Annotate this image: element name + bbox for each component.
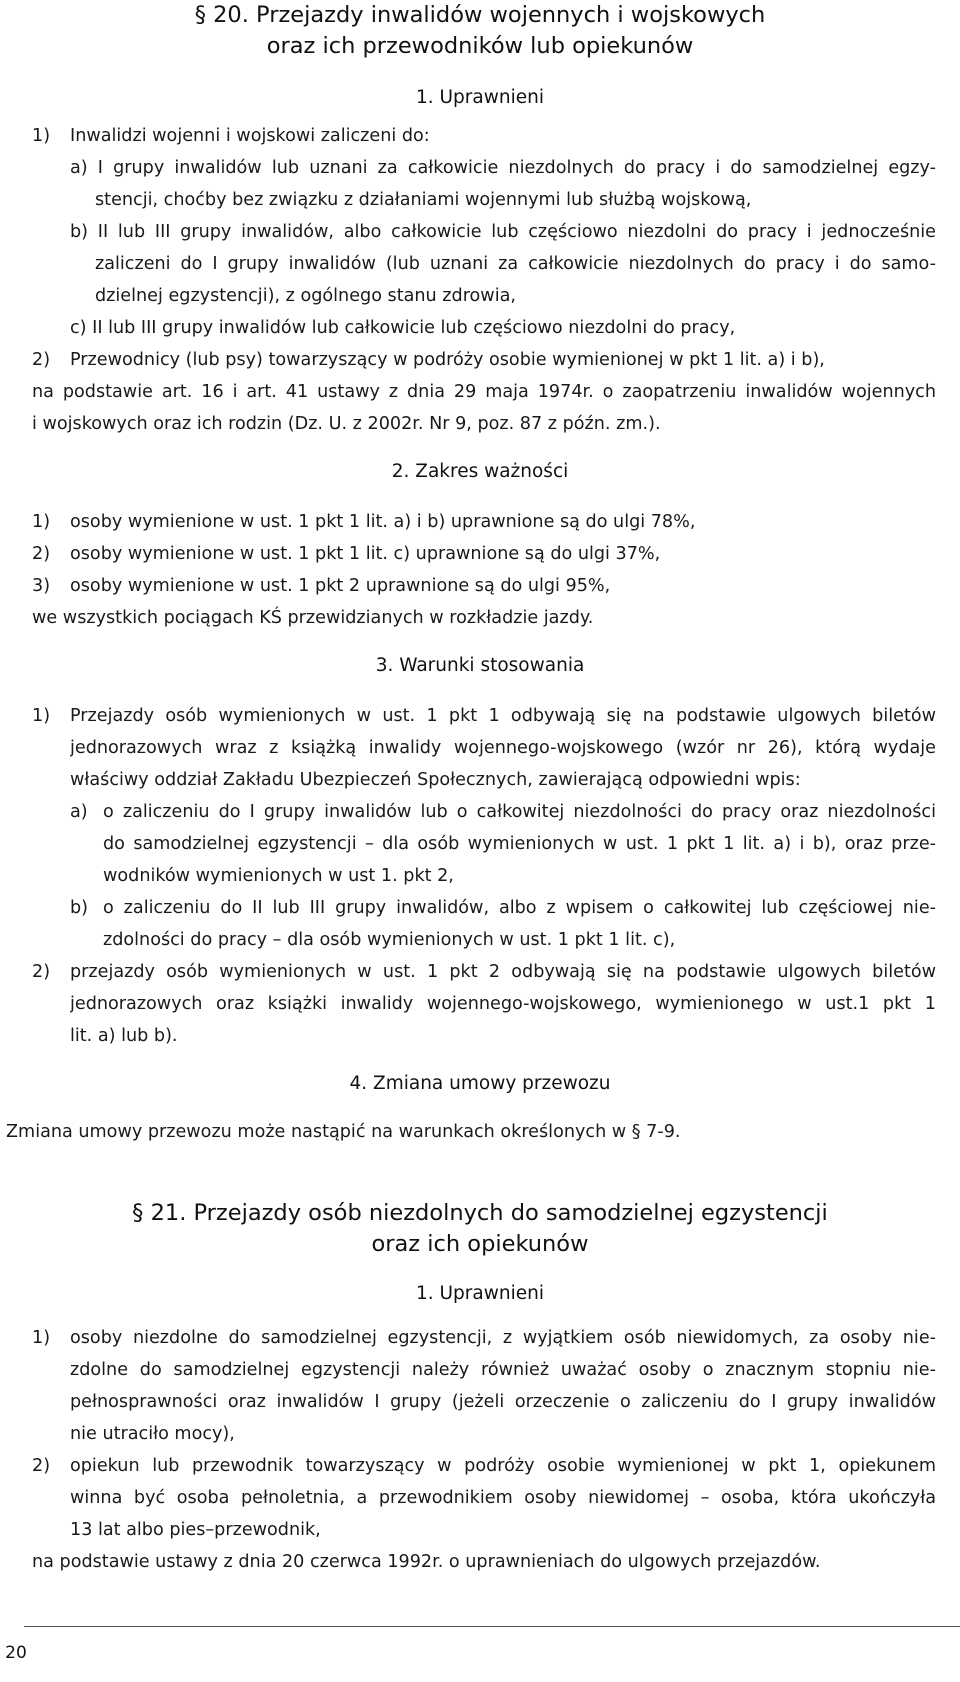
list-item-continuation: jednorazowych wraz z książką inwalidy wojennego-wojskowego (wzór nr 26), którą wydaje xyxy=(70,738,936,758)
sub-list-item-continuation: wodników wymienionych w ust 1. pkt 2, xyxy=(103,866,454,886)
page-number: 20 xyxy=(5,1643,27,1663)
list-item-continuation: stencji, choćby bez związku z działaniami wojennymi lub służbą wojskową, xyxy=(95,190,752,210)
legal-basis: na podstawie art. 16 i art. 41 ustawy z dnia 29 maja 1974r. o zaopatrzeniu inwalidów wojennych xyxy=(32,382,936,402)
list-item-continuation: właściwy oddział Zakładu Ubezpieczeń Społecznych, zawierającą odpowiedni wpis: xyxy=(70,770,801,790)
list-item: a) I grupy inwalidów lub uznani za całkowicie niezdolnych do pracy i do samodzielnej egzy- xyxy=(70,158,936,178)
list-item: b) II lub III grupy inwalidów, albo całkowicie lub częściowo niezdolni do pracy i jednocześnie xyxy=(70,222,936,242)
list-item-continuation: 13 lat albo pies–przewodnik, xyxy=(70,1520,321,1540)
sub-list-item-continuation: do samodzielnej egzystencji – dla osób wymienionych w ust. 1 pkt 1 lit. a) i b), oraz prze- xyxy=(103,834,936,854)
list-item: c) II lub III grupy inwalidów lub całkowicie lub częściowo niezdolni do pracy, xyxy=(70,318,736,338)
paragraph: Zmiana umowy przewozu może nastąpić na warunkach określonych w § 7-9. xyxy=(6,1122,681,1142)
legal-basis: i wojskowych oraz ich rodzin (Dz. U. z 2002r. Nr 9, poz. 87 z późn. zm.). xyxy=(32,414,661,434)
list-item-continuation: pełnosprawności oraz inwalidów I grupy (jeżeli orzeczenie o zaliczeniu do I grupy inwalidów xyxy=(70,1392,936,1412)
list-item-continuation: zaliczeni do I grupy inwalidów (lub uznani za całkowicie niezdolnych do pracy i do samo- xyxy=(95,254,936,274)
section-20-title: § 20. Przejazdy inwalidów wojennych i wojskowych oraz ich przewodników lub opiekunów xyxy=(194,2,766,59)
list-item-continuation: dzielnej egzystencji), z ogólnego stanu zdrowia, xyxy=(95,286,516,306)
list-item-continuation: zdolne do samodzielnej egzystencji należy również uważać osoby o znacznym stopniu nie- xyxy=(70,1360,936,1380)
subsection-zmiana: 4. Zmiana umowy przewozu xyxy=(349,1073,611,1094)
list-item-continuation: jednorazowych oraz książki inwalidy wojennego-wojskowego, wymienionego w ust.1 pkt 1 xyxy=(70,994,936,1014)
list-item-continuation: winna być osoba pełnoletnia, a przewodnikiem osoby niewidomej – osoba, która ukończyła xyxy=(70,1488,936,1508)
list-item-continuation: lit. a) lub b). xyxy=(70,1026,178,1046)
sub-list-item-continuation: zdolności do pracy – dla osób wymienionych w ust. 1 pkt 1 lit. c), xyxy=(103,930,676,950)
subsection-uprawnieni: 1. Uprawnieni xyxy=(415,1283,544,1304)
subsection-uprawnieni: 1. Uprawnieni xyxy=(415,87,544,108)
subsection-warunki: 3. Warunki stosowania xyxy=(375,655,585,676)
document-page: § 20. Przejazdy inwalidów wojennych i wojskowych oraz ich przewodników lub opiekunów 1. Uprawnieni 1) Inwalidzi wojenni i wojskowi zaliczeni do: a) I grupy inwalidów lub uznani za całkowicie niezdolnych do pracy i do samodzielnej egzy- stencji, choćby bez związku z działaniami wojennymi lub służbą wojskową, b) II lub III grupy inwalidów, albo całkowicie lub częściowo niezdolni do pracy i jednocześnie zaliczeni do I grupy inwalidów (lub uznani za całkowicie niezdolnych do pracy i do samo- dzielnej egzystencji), z ogólnego stanu zdrowia, c) II lub III grupy inwalidów lub całkowicie lub częściowo niezdolni do pracy, 2) Przewodnicy (lub psy) towarzyszący w podróży osobie wymienionej w pkt 1 lit. a) i b), na podstawie art. 16 i art. 41 ustawy z dnia 29 maja 1974r. o zaopatrzeniu inwalidów wojennych i wojskowych oraz ich rodzin (Dz. U. z 2002r. Nr 9, poz. 87 z późn. zm.). 2. Zakres ważności 1) osoby wymienione w ust. 1 pkt 1 lit. a) i b) uprawnione są do ulgi 78%, 2) osoby wymienione w ust. 1 pkt 1 lit. c) uprawnione są do ulgi 37%, 3) osoby wymienione w ust. 1 pkt 2 uprawnione są do ulgi 95%, we wszystkich pociągach KŚ przewidzianych w rozkładzie jazdy. 3. Warunki stosowania 1) Przejazdy osób wymienionych w ust. 1 pkt 1 odbywają się na podstawie ulgowych biletów jednorazowych wraz z książką inwalidy wojennego-wojskowego (wzór nr 26), którą wydaje właściwy oddział Zakładu Ubezpieczeń Społecznych, zawierającą odpowiedni wpis: a) o zaliczeniu do I grupy inwalidów lub o całkowitej niezdolności do pracy oraz niezdolności do samodzielnej egzystencji – dla osób wymienionych w ust. 1 pkt 1 lit. a) i b), oraz prze- wodników wymienionych w ust 1. pkt 2, b) o zaliczeniu do II lub III grupy inwalidów, albo z wpisem o całkowitej lub częściowej nie- zdolności do pracy – dla osób wymienionych w ust. 1 pkt 1 lit. c), 2) przejazdy osób wymienionych w ust. 1 pkt 2 odbywają się na podstawie ulgowych biletów jednorazowych oraz książki inwalidy wojennego-wojskowego, wymienionego w ust.1 pkt 1 lit. a) lub b). 4. Zmiana umowy przewozu Zmiana umowy przewozu może nastąpić na warunkach określonych w § 7-9. § 21. Przejazdy osób niezdolnych do samodzielnej egzystencji oraz ich opiekunów 1. Uprawnieni 1) osoby niezdolne do samodzielnej egzystencji, z wyjątkiem osób niewidomych, za osoby nie- zdolne do samodzielnej egzystencji należy również uważać osoby o znacznym stopniu nie- pełnosprawności oraz inwalidów I grupy (jeżeli orzeczenie o zaliczeniu do I grupy inwalidów nie utraciło mocy), 2) opiekun lub przewodnik towarzyszący w podróży osobie wymienionej w pkt 1, opiekunem winna być osoba pełnoletnia, a przewodnikiem osoby niewidomej – osoba, która ukończyła 13 lat albo pies–przewodnik, na podstawie ustawy z dnia 20 czerwca 1992r. o uprawnieniach do ulgowych przejazdów. 20 xyxy=(0,0,960,1682)
scope-note: we wszystkich pociągach KŚ przewidzianych w rozkładzie jazdy. xyxy=(32,608,594,628)
list-item-continuation: nie utraciło mocy), xyxy=(70,1424,235,1444)
subsection-zakres: 2. Zakres ważności xyxy=(391,461,569,482)
legal-basis: na podstawie ustawy z dnia 20 czerwca 1992r. o uprawnieniach do ulgowych przejazdów. xyxy=(32,1552,821,1572)
section-21-title: § 21. Przejazdy osób niezdolnych do samodzielnej egzystencji oraz ich opiekunów xyxy=(132,1200,828,1257)
footer-divider xyxy=(24,1626,960,1627)
